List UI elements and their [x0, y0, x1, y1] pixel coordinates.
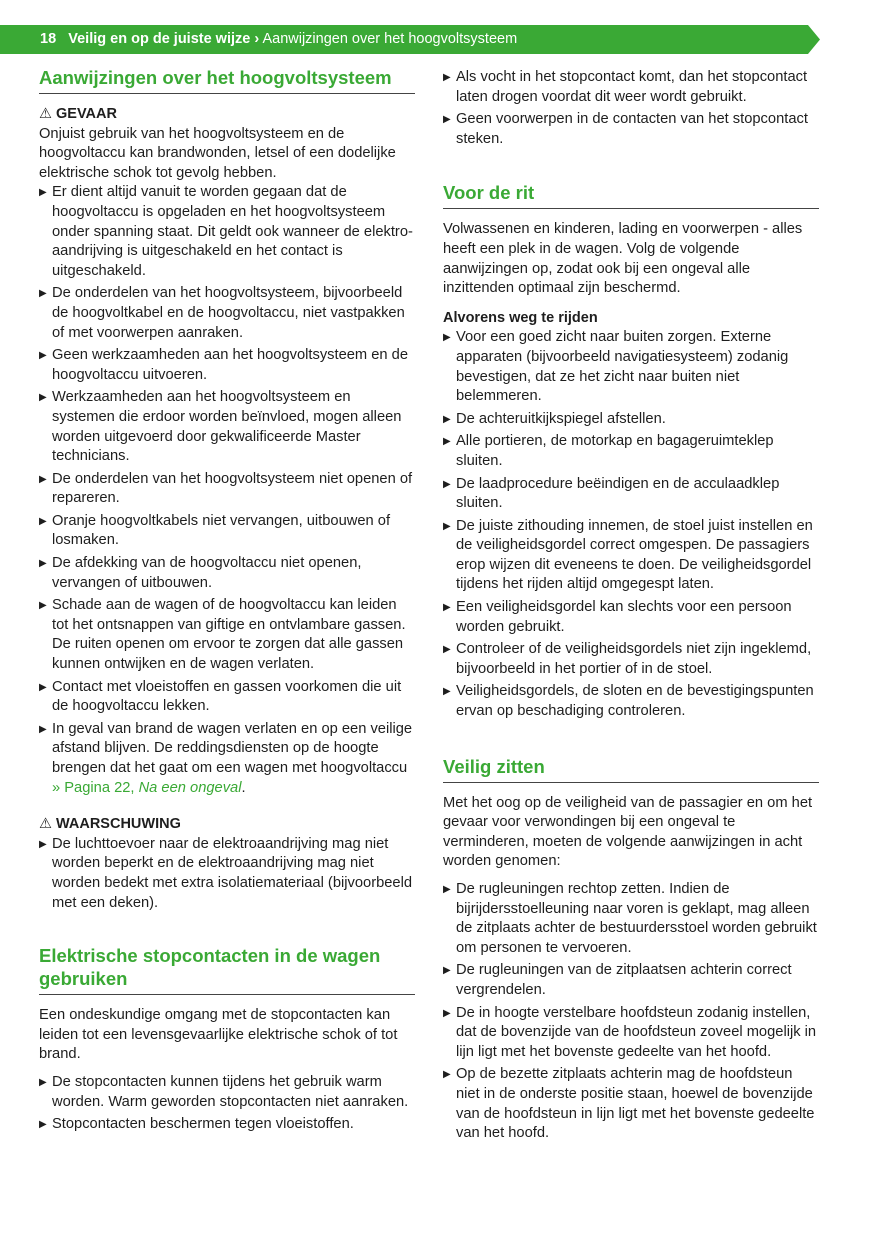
warning-triangle-icon: ⚠	[39, 816, 52, 833]
list-item: ▶ De laadprocedure beëindigen en de acculaadklep sluiten.	[443, 475, 780, 512]
list-item: ▶ In geval van brand de wagen verlaten en op een veilige afstand blijven. De reddingsdiensten op de hoogte brengen dat het gaat om een wagen met hoogvoltaccu » Pagina 22, Na een ongeval.	[39, 720, 413, 796]
list-item: ▶ De onderdelen van het hoogvoltsysteem, bijvoorbeeld de hoogvoltkabel en de hoogvoltaccu, niet vastpakken of met voorwerpen aanraken.	[39, 285, 405, 341]
bullet-icon: ▶	[39, 838, 47, 850]
bullet-icon: ▶	[39, 392, 47, 404]
veilig-zitten-list	[443, 880, 819, 1144]
list-item: ▶ Veiligheidsgordels, de sloten en de bevestigingspunten ervan op beschadiging controleren.	[443, 683, 814, 720]
section-title: Aanwijzingen over het hoogvoltsysteem	[262, 31, 518, 47]
list-item: ▶ De afdekking van de hoogvoltaccu niet openen, vervangen of uitbouwen.	[39, 555, 362, 591]
bullet-icon: ▶	[443, 520, 451, 532]
bullet-icon: ▶	[443, 478, 451, 490]
list-item: ▶ Geen voorwerpen in de contacten van het stopcontact steken.	[443, 111, 808, 147]
warning-label: WAARSCHUWING	[56, 816, 181, 833]
warning-list	[39, 835, 415, 913]
list-item: ▶ Oranje hoogvoltkabels niet vervangen, uitbouwen of losmaken.	[39, 512, 391, 549]
list-item: ▶ Alle portieren, de motorkap en bagageruimteklep sluiten.	[443, 433, 774, 469]
list-item: ▶ Er dient altijd vanuit te worden gegaan dat de hoogvoltaccu is opgeladen en het hoogvoltsysteem onder spanning staat. Dit geldt ook wanneer de elektro-aandrijving is uitgeschakeld en het contact is uitgeschakeld.	[39, 184, 413, 279]
bullet-icon: ▶	[39, 1076, 47, 1088]
bullet-icon: ▶	[39, 515, 47, 527]
danger-label: GEVAAR	[56, 106, 117, 122]
bullet-icon: ▶	[443, 602, 451, 614]
right-column	[443, 66, 819, 1147]
subheading: Alvorens weg te rijden	[443, 309, 598, 326]
bullet-icon: ▶	[443, 413, 451, 425]
section-heading-voor-de-rit: Voor de rit	[443, 181, 819, 209]
list-item: ▶ Contact met vloeistoffen en gassen voorkomen die uit de hoogvoltaccu lekken.	[39, 678, 402, 715]
section-intro: Met het oog op de veiligheid van de passagier en om het gevaar voor verwondingen bij een ongeval te verminderen, moeten de volgende aanwijzingen in acht worden genomen:	[443, 794, 813, 870]
bullet-icon: ▶	[39, 288, 47, 300]
list-item: ▶ Als vocht in het stopcontact komt, dan het stopcontact laten drogen voordat dit weer wordt gebruikt.	[443, 69, 808, 105]
list-item: ▶ Geen werkzaamheden aan het hoogvoltsysteem en de hoogvoltaccu uitvoeren.	[39, 347, 408, 383]
bullet-icon: ▶	[443, 686, 451, 698]
voor-de-rit-list	[443, 328, 819, 721]
danger-list	[39, 183, 415, 798]
list-item: ▶ Een veiligheidsgordel kan slechts voor een persoon worden gebruikt.	[443, 599, 792, 635]
page-reference-link[interactable]: » Pagina 22, Na een ongeval	[52, 779, 242, 796]
warning-triangle-icon: ⚠	[39, 106, 52, 122]
bullet-icon: ▶	[39, 187, 47, 199]
stopcontacten-list-continued	[443, 68, 819, 149]
list-item: ▶ Controleer of de veiligheidsgordels niet zijn ingeklemd, bijvoorbeeld in het portier of in de stoel.	[443, 641, 812, 677]
list-item: ▶ Voor een goed zicht naar buiten zorgen. Externe apparaten (bijvoorbeeld navigatiesysteem) zodanig bevestigen, dat ze het zicht naar buiten niet belemmeren.	[443, 329, 789, 405]
list-item: ▶ De onderdelen van het hoogvoltsysteem niet openen of repareren.	[39, 470, 413, 507]
bullet-icon: ▶	[443, 884, 451, 895]
list-item: ▶ Stopcontacten beschermen tegen vloeistoffen.	[39, 1115, 415, 1135]
section-intro: Een ondeskundige omgang met de stopcontacten kan leiden tot een levensgevaarlijke elektrische schok of tot brand.	[39, 1007, 398, 1063]
list-item: ▶ De in hoogte verstelbare hoofdsteun zodanig instellen, dat de bovenzijde van de hoofdsteun zoveel mogelijk in lijn ligt met het bovenste gedeelte van het hoofd.	[443, 1004, 817, 1060]
bullet-icon: ▶	[39, 473, 47, 485]
bullet-icon: ▶	[39, 723, 47, 735]
list-item: ▶ Schade aan de wagen of de hoogvoltaccu kan leiden tot het ontsnappen van giftige en ontvlambare gassen. De ruiten openen om ervoor te zorgen dat alle gassen kunnen ontwijken en de wagen verlaten.	[39, 597, 406, 673]
bullet-icon: ▶	[443, 1007, 451, 1019]
section-heading-stopcontacten: Elektrische stopcontacten in de wagen gebruiken	[39, 944, 415, 995]
bullet-icon: ▶	[443, 644, 451, 656]
bullet-icon: ▶	[39, 558, 47, 570]
bullet-icon: ▶	[443, 436, 451, 448]
bullet-icon: ▶	[443, 965, 451, 977]
page-header	[0, 25, 820, 54]
list-item: ▶ Op de bezette zitplaats achterin mag de hoofdsteun niet in de onderste positie staan, hoewel de bovenzijde van de hoofdsteun in lijn ligt met het bovenste gedeelte van het hoofd.	[443, 1066, 815, 1142]
list-item: ▶ Werkzaamheden aan het hoogvoltsysteem en systemen die erdoor worden beïnvloed, mogen alleen worden uitgevoerd door gekwalificeerde Master technicians.	[39, 389, 402, 465]
list-item: ▶ De rugleuningen rechtop zetten. Indien de bijrijdersstoelleuning naar voren is geklapt, mag alleen de zitplaats achter de bestuurdersstoel worden gebruikt om personen te vervoeren.	[443, 881, 817, 956]
bullet-icon: ▶	[443, 1069, 451, 1081]
bullet-icon: ▶	[443, 332, 451, 344]
list-item: ▶ De rugleuningen van de zitplaatsen achterin correct vergrendelen.	[443, 962, 792, 998]
stopcontacten-list	[39, 1073, 415, 1135]
left-column	[39, 66, 415, 1138]
breadcrumb-separator: ›	[254, 31, 260, 47]
section-heading-veilig-zitten: Veilig zitten	[443, 755, 819, 783]
bullet-icon: ▶	[39, 350, 47, 362]
section-intro: Volwassenen en kinderen, lading en voorwerpen - alles heeft een plek in de wagen. Volg de volgende aanwijzingen op, zodat ook bij een ongeval alle inzittenden optimaal zijn beschermd.	[443, 221, 803, 297]
danger-intro: Onjuist gebruik van het hoogvoltsysteem en de hoogvoltaccu kan brandwonden, letsel of een dodelijke elektrische schok tot gevolg hebben.	[39, 125, 396, 181]
list-item: ▶ De juiste zithouding innemen, de stoel juist instellen en de veiligheidsgordel correct omgespen. De passagiers erop wijzen dit eveneens te doen. De veiligheidsgordel tijdens het rijden altijd omgegespt laten.	[443, 517, 813, 593]
header-text	[40, 25, 517, 54]
list-item: ▶ De luchttoevoer naar de elektroaandrijving mag niet worden beperkt en de elektroaandrijving mag niet worden bedekt met extra isolatiemateriaal (bijvoorbeeld met een deken).	[39, 835, 413, 911]
list-item: ▶ De achteruitkijkspiegel afstellen.	[443, 410, 819, 430]
bullet-icon: ▶	[443, 114, 451, 126]
section-heading-hoogvoltsysteem: Aanwijzingen over het hoogvoltsysteem	[39, 66, 415, 94]
bullet-icon: ▶	[39, 681, 47, 693]
danger-heading	[39, 105, 415, 125]
list-item: ▶ De stopcontacten kunnen tijdens het gebruik warm worden. Warm geworden stopcontacten niet aanraken.	[39, 1073, 409, 1110]
bullet-icon: ▶	[39, 1119, 47, 1131]
bullet-icon: ▶	[443, 72, 451, 83]
chapter-title: Veilig en op de juiste wijze	[68, 31, 251, 47]
warning-heading	[39, 815, 415, 835]
page-number: 18	[40, 31, 57, 47]
bullet-icon: ▶	[39, 600, 47, 612]
